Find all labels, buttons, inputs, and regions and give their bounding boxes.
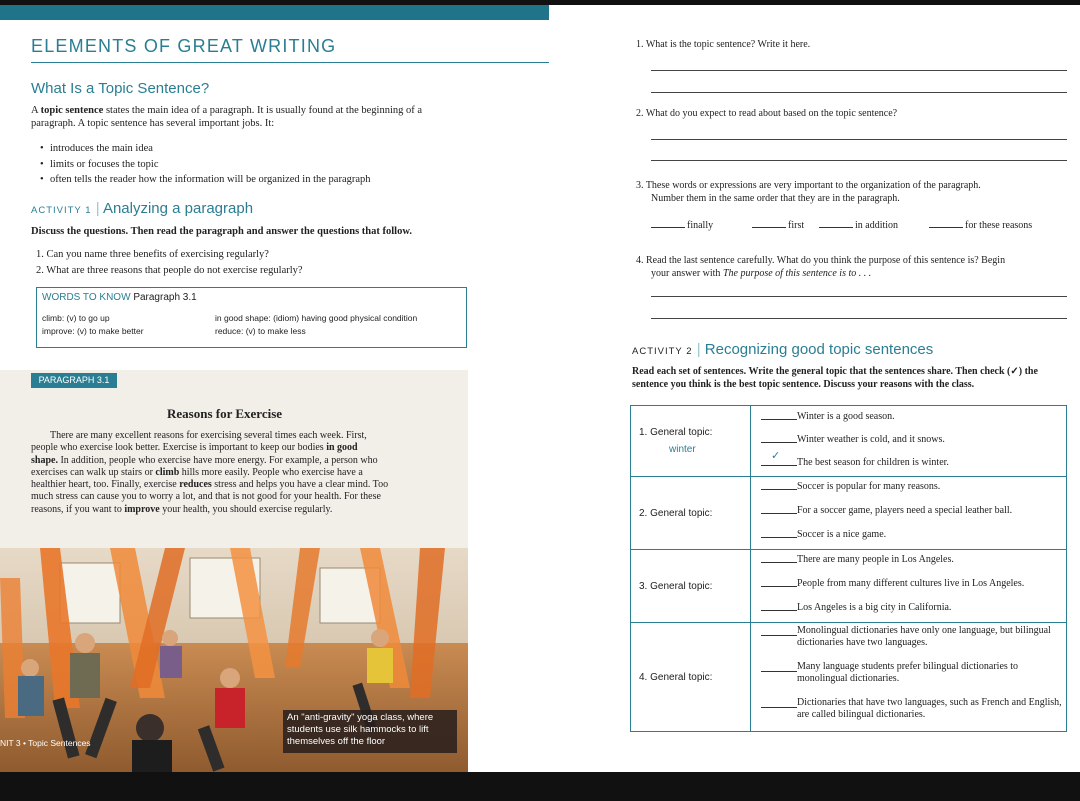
para-bold: improve bbox=[124, 503, 160, 515]
sentence-option[interactable] bbox=[751, 525, 1066, 549]
para-span: healthier heart, too. Finally, exercise bbox=[31, 479, 180, 491]
sentences-cell bbox=[751, 477, 1067, 550]
q3-words bbox=[929, 218, 1032, 232]
sentences-cell bbox=[751, 406, 1067, 477]
question-2: 2. What are three reasons that people do not exercise regularly? bbox=[36, 265, 303, 276]
para-span: stress and helps you have a clear mind. Too bbox=[211, 479, 389, 491]
para-line: much stress can cause you to worry a lot, and that is not good for your health. For these bbox=[31, 491, 381, 503]
bullet-item: • often tells the reader how the information will be organized in the paragraph bbox=[50, 173, 371, 186]
para-span: people who exercise look better. Exercise is important to keep our bodies bbox=[31, 442, 327, 454]
q4-line-a: 4. Read the last sentence carefully. What do you think the purpose of this sentence is? Begin bbox=[636, 255, 1006, 266]
para-span: In addition, people who exercise have more energy. For example, a person who bbox=[57, 454, 378, 466]
activity-2-instructions bbox=[632, 366, 1072, 391]
bottom-edge-bar bbox=[0, 772, 1080, 801]
q3-line-b: Number them in the same order that they are in the paragraph. bbox=[651, 193, 900, 204]
wtk-item: improve: (v) to make better bbox=[42, 326, 144, 336]
para-bold: shape. bbox=[31, 454, 58, 466]
wtk-item: reduce: (v) to make less bbox=[215, 326, 306, 336]
sentence-option[interactable] bbox=[751, 623, 1066, 659]
topic-sets-table bbox=[630, 405, 1067, 732]
topic-set-row bbox=[631, 477, 1067, 550]
topic-set-row bbox=[631, 406, 1067, 477]
bullet-item: • limits or focuses the topic bbox=[50, 158, 158, 171]
sentence-text: For a soccer game, players need a special leather ball. bbox=[797, 505, 1013, 516]
para-line bbox=[31, 467, 466, 479]
answer-line[interactable] bbox=[651, 92, 1067, 93]
order-blank[interactable] bbox=[651, 218, 685, 228]
sentence-text: Monolingual dictionaries have only one language, but bilingual dictionaries have two languages. bbox=[797, 625, 1051, 648]
para-span: reasons, if you want to bbox=[31, 503, 125, 515]
sentences-cell bbox=[751, 550, 1067, 623]
para-span: hills more easily. People who exercise have a bbox=[179, 466, 363, 478]
sentence-option[interactable] bbox=[751, 407, 1066, 430]
activity-2-heading: ACTIVITY 2 | Recognizing good topic sentences bbox=[632, 341, 934, 358]
topic-set-row bbox=[631, 550, 1067, 623]
sentence-option[interactable] bbox=[751, 659, 1066, 695]
header-band bbox=[0, 5, 549, 20]
intro-b: states the main idea of a paragraph. It is usually found at the beginning of a bbox=[103, 105, 423, 116]
topic-set-row bbox=[631, 623, 1067, 732]
sentence-text: Los Angeles is a big city in California. bbox=[797, 602, 952, 613]
para-span: exercises can walk up stairs or bbox=[31, 466, 156, 478]
order-blank[interactable] bbox=[752, 218, 786, 228]
para-line bbox=[31, 504, 466, 516]
page-footer: NIT 3 • Topic Sentences bbox=[0, 738, 91, 748]
wtk-heading bbox=[42, 292, 197, 303]
sentence-text: Dictionaries that have two languages, such as French and English, are called bilingual dictionaries. bbox=[797, 697, 1062, 720]
activity-1-title: Analyzing a paragraph bbox=[102, 200, 254, 217]
sentence-option[interactable] bbox=[751, 550, 1066, 574]
q3-line-a: 3. These words or expressions are very important to the organization of the paragraph. bbox=[636, 180, 981, 191]
answer-line[interactable] bbox=[651, 296, 1067, 297]
general-topic-cell bbox=[631, 623, 751, 732]
general-topic-label: 2. General topic: bbox=[639, 507, 713, 519]
sentence-option[interactable] bbox=[751, 695, 1066, 731]
sentence-text: Soccer is popular for many reasons. bbox=[797, 481, 941, 492]
para-line bbox=[31, 455, 466, 467]
activity-1-instructions: Discuss the questions. Then read the paragraph and answer the questions that follow. bbox=[31, 226, 412, 237]
instr-b: sentence you think is the best topic sentence. Discuss your reasons with the class. bbox=[632, 378, 975, 390]
sentence-text: Soccer is a nice game. bbox=[797, 529, 887, 540]
paragraph-title: Reasons for Exercise bbox=[167, 406, 283, 421]
wtk-para: Paragraph 3.1 bbox=[133, 292, 197, 303]
sentence-option[interactable] bbox=[751, 449, 1066, 476]
q4-line-c: The purpose of this sentence is to . . . bbox=[722, 268, 872, 279]
topic-heading: What Is a Topic Sentence? bbox=[31, 80, 210, 97]
sentence-text: Many language students prefer bilingual dictionaries to monolingual dictionaries. bbox=[797, 661, 1019, 684]
sentence-text: The best season for children is winter. bbox=[797, 456, 949, 468]
sentence-text: Winter weather is cold, and it snows. bbox=[797, 433, 945, 445]
sentence-option[interactable] bbox=[751, 477, 1066, 501]
para-line: There are many excellent reasons for exercising several times each week. First, bbox=[50, 430, 367, 441]
sentences-cell bbox=[751, 623, 1067, 732]
q3-words bbox=[752, 218, 804, 232]
q3-word: in addition bbox=[855, 220, 899, 231]
right-question-1: 1. What is the topic sentence? Write it here. bbox=[636, 39, 811, 50]
question-1: 1. Can you name three benefits of exercising regularly? bbox=[36, 249, 269, 260]
wtk-item: in good shape: (idiom) having good physical condition bbox=[215, 313, 418, 323]
intro-c: paragraph. A topic sentence has several important jobs. It: bbox=[31, 118, 275, 129]
sentence-option[interactable] bbox=[751, 501, 1066, 525]
sentence-text: People from many different cultures live in Los Angeles. bbox=[797, 578, 1025, 589]
sentence-option[interactable] bbox=[751, 430, 1066, 453]
general-topic-cell bbox=[631, 477, 751, 550]
activity-1-heading: ACTIVITY 1 | Analyzing a paragraph bbox=[31, 200, 254, 217]
section-title: ELEMENTS OF GREAT WRITING bbox=[31, 36, 337, 56]
wtk-label: WORDS TO KNOW bbox=[42, 292, 131, 303]
q3-words bbox=[651, 218, 713, 232]
sentence-option[interactable] bbox=[751, 598, 1066, 622]
right-question-3 bbox=[636, 179, 981, 205]
general-topic-label: 1. General topic: bbox=[639, 427, 713, 438]
paragraph-body bbox=[31, 430, 466, 516]
instr-a: Read each set of sentences. Write the general topic that the sentences share. Then check (✓) the bbox=[632, 366, 1038, 377]
answer-line[interactable] bbox=[651, 160, 1067, 161]
para-bold: reduces bbox=[179, 479, 212, 491]
para-bold: in good bbox=[326, 442, 358, 454]
general-topic-answer[interactable]: winter bbox=[669, 444, 696, 455]
answer-line[interactable] bbox=[651, 318, 1067, 319]
photo-caption: An "anti-gravity" yoga class, where students use silk hammocks to lift themselves off the floor bbox=[283, 710, 457, 753]
sentence-text: There are many people in Los Angeles. bbox=[797, 554, 954, 565]
right-question-2: 2. What do you expect to read about based on the topic sentence? bbox=[636, 108, 898, 119]
intro-bold: topic sentence bbox=[40, 105, 104, 116]
paragraph-label: PARAGRAPH 3.1 bbox=[31, 373, 117, 388]
q3-word: finally bbox=[687, 220, 714, 231]
sentence-text: Winter is a good season. bbox=[797, 410, 895, 422]
sentence-option[interactable] bbox=[751, 574, 1066, 598]
activity-1-label: ACTIVITY 1 bbox=[31, 205, 92, 216]
para-bold: climb bbox=[155, 466, 180, 478]
general-topic-label: 3. General topic: bbox=[639, 580, 713, 592]
intro-a: A bbox=[31, 105, 41, 116]
right-question-4 bbox=[636, 254, 1005, 280]
q3-words bbox=[819, 218, 898, 232]
answer-line[interactable] bbox=[651, 139, 1067, 140]
q4-line-b: your answer with bbox=[651, 268, 723, 279]
activity-2-title: Recognizing good topic sentences bbox=[704, 341, 934, 358]
para-line bbox=[31, 442, 466, 454]
answer-line[interactable] bbox=[651, 70, 1067, 71]
check-mark-icon: ✓ bbox=[771, 449, 781, 462]
activity-2-label: ACTIVITY 2 bbox=[632, 346, 693, 357]
order-blank[interactable] bbox=[819, 218, 853, 228]
intro-paragraph bbox=[31, 104, 461, 130]
order-blank[interactable] bbox=[929, 218, 963, 228]
general-topic-label: 4. General topic: bbox=[639, 671, 713, 683]
para-line bbox=[31, 479, 466, 491]
words-to-know-box bbox=[36, 287, 467, 348]
para-span: your health, you should exercise regularly. bbox=[159, 503, 333, 515]
q3-word: first bbox=[788, 220, 805, 231]
section-rule bbox=[31, 62, 549, 63]
general-topic-cell bbox=[631, 550, 751, 623]
q3-word: for these reasons bbox=[965, 220, 1033, 231]
bullet-item: • introduces the main idea bbox=[50, 142, 153, 155]
general-topic-cell bbox=[631, 406, 751, 477]
wtk-item: climb: (v) to go up bbox=[42, 313, 110, 323]
